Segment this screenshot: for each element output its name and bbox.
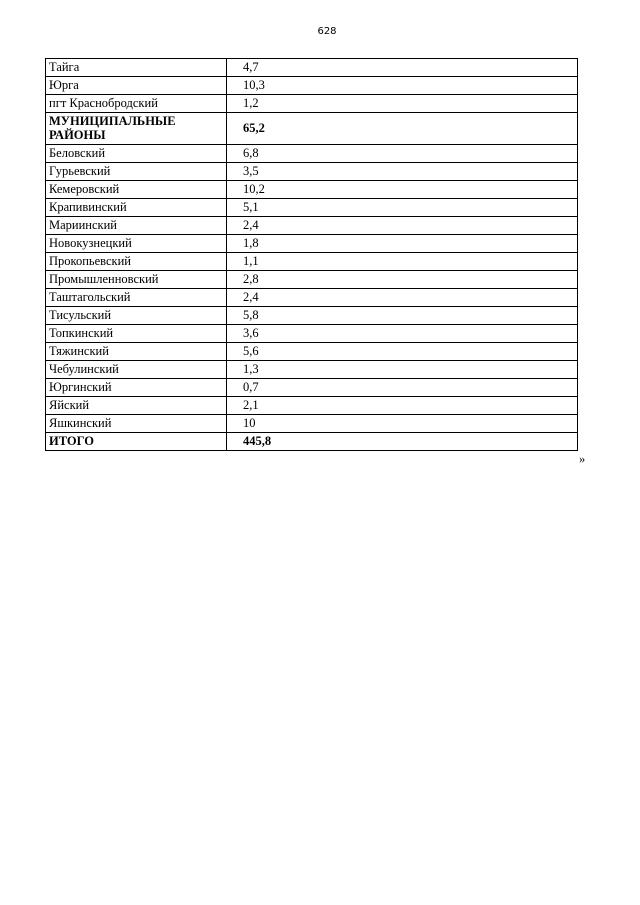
- table-row: [46, 325, 578, 343]
- row-name-cell: Тайга: [46, 59, 227, 77]
- page-number: 628: [317, 26, 337, 37]
- row-name-cell: Таштагольский: [46, 289, 227, 307]
- row-name-cell: Чебулинский: [46, 361, 227, 379]
- table-row: [46, 343, 578, 361]
- table-row: [46, 145, 578, 163]
- table-row: [46, 253, 578, 271]
- table-row: [46, 271, 578, 289]
- table-row: [46, 415, 578, 433]
- row-name-cell: Яйский: [46, 397, 227, 415]
- row-name-cell: МУНИЦИПАЛЬНЫЕ РАЙОНЫ: [46, 113, 227, 145]
- table-row: [46, 95, 578, 113]
- row-value-cell: 1,1: [227, 253, 578, 271]
- row-name-cell: Топкинский: [46, 325, 227, 343]
- table-row-municipal-districts: [46, 113, 578, 145]
- data-table: [45, 58, 578, 451]
- table-row: [46, 77, 578, 95]
- row-name-cell: Промышленновский: [46, 271, 227, 289]
- row-name-cell: Тисульский: [46, 307, 227, 325]
- row-value-cell: 5,1: [227, 199, 578, 217]
- row-value-cell: 445,8: [227, 433, 578, 451]
- row-value-cell: 10: [227, 415, 578, 433]
- table-row: [46, 163, 578, 181]
- row-value-cell: 65,2: [227, 113, 578, 145]
- row-name-cell: Тяжинский: [46, 343, 227, 361]
- row-name-cell: Юргинский: [46, 379, 227, 397]
- row-name-cell: Новокузнецкий: [46, 235, 227, 253]
- row-value-cell: 10,3: [227, 77, 578, 95]
- row-value-cell: 2,8: [227, 271, 578, 289]
- row-value-cell: 4,7: [227, 59, 578, 77]
- row-name-cell: Яшкинский: [46, 415, 227, 433]
- table-row: [46, 217, 578, 235]
- row-value-cell: 5,8: [227, 307, 578, 325]
- row-value-cell: 1,2: [227, 95, 578, 113]
- row-name-cell: Кемеровский: [46, 181, 227, 199]
- row-name-cell: Юрга: [46, 77, 227, 95]
- row-value-cell: 6,8: [227, 145, 578, 163]
- table-row: [46, 397, 578, 415]
- table-row: [46, 289, 578, 307]
- row-name-cell: Беловский: [46, 145, 227, 163]
- table-row: [46, 199, 578, 217]
- row-value-cell: 1,3: [227, 361, 578, 379]
- row-value-cell: 2,4: [227, 289, 578, 307]
- table-row: [46, 181, 578, 199]
- table-row: [46, 235, 578, 253]
- row-value-cell: 1,8: [227, 235, 578, 253]
- row-name-cell: Гурьевский: [46, 163, 227, 181]
- row-value-cell: 0,7: [227, 379, 578, 397]
- table-row: [46, 59, 578, 77]
- row-value-cell: 10,2: [227, 181, 578, 199]
- row-name-cell: Мариинский: [46, 217, 227, 235]
- row-value-cell: 3,5: [227, 163, 578, 181]
- table-row-total: [46, 433, 578, 451]
- table-row: [46, 307, 578, 325]
- table-row: [46, 379, 578, 397]
- row-value-cell: 5,6: [227, 343, 578, 361]
- row-value-cell: 2,4: [227, 217, 578, 235]
- row-name-cell: пгт Краснобродский: [46, 95, 227, 113]
- table-row: [46, 361, 578, 379]
- row-name-cell: Крапивинский: [46, 199, 227, 217]
- row-value-cell: 2,1: [227, 397, 578, 415]
- row-name-cell: ИТОГО: [46, 433, 227, 451]
- closing-quote-mark: »: [579, 452, 586, 466]
- row-name-cell: Прокопьевский: [46, 253, 227, 271]
- row-value-cell: 3,6: [227, 325, 578, 343]
